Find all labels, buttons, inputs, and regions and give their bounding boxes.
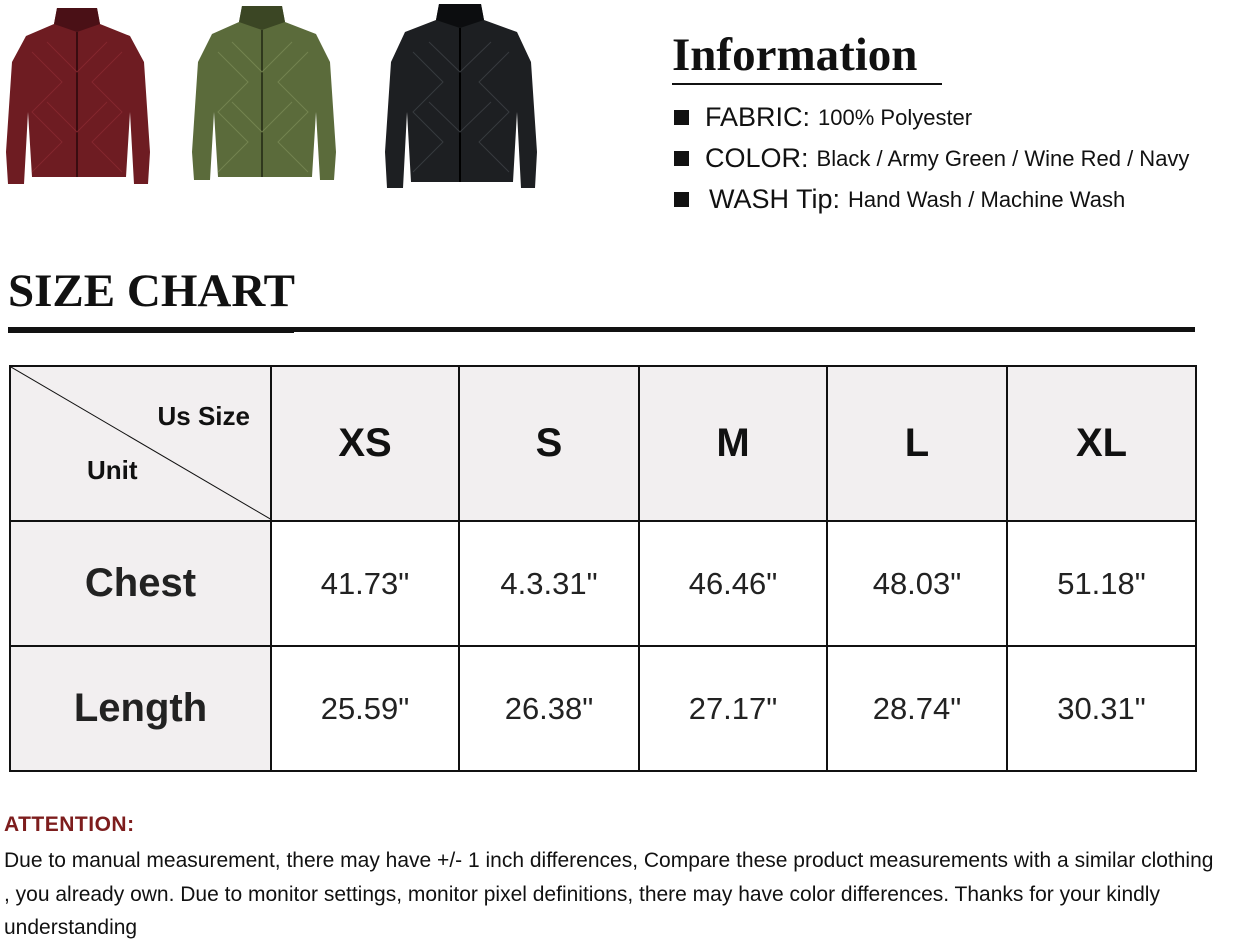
chest-xs: 41.73" (271, 521, 459, 646)
info-key: WASH Tip: (709, 184, 841, 214)
size-chart-divider (294, 327, 1195, 332)
corner-cell (10, 366, 271, 521)
info-value: Black / Army Green / Wine Red / Navy (816, 145, 1190, 171)
jacket-image-army-green (186, 2, 338, 192)
size-chart-underline (8, 327, 294, 333)
info-key: COLOR: (705, 143, 809, 173)
info-value: 100% Polyester (818, 104, 973, 130)
info-item-wash (674, 184, 1125, 215)
row-label-chest: Chest (10, 521, 271, 646)
size-header-s: S (459, 366, 639, 521)
length-m: 27.17" (639, 646, 827, 771)
jacket-image-wine-red (2, 2, 152, 192)
attention-label: ATTENTION: (4, 813, 135, 836)
chest-xl: 51.18" (1007, 521, 1196, 646)
length-s: 26.38" (459, 646, 639, 771)
length-xs: 25.59" (271, 646, 459, 771)
chest-s: 4.3.31" (459, 521, 639, 646)
length-l: 28.74" (827, 646, 1007, 771)
diagonal-line (11, 367, 272, 520)
product-images (0, 0, 560, 200)
square-bullet-icon (674, 110, 689, 125)
size-header-l: L (827, 366, 1007, 521)
size-chart-title: SIZE CHART (8, 265, 295, 317)
table-row-chest (10, 521, 1196, 646)
attention-text: Due to manual measurement, there may have +/- 1 inch differences, Compare these product measurements with a similar clothing , you already own. Due to monitor settings, monitor pixel definitions, there may have color differences. Thanks for your kindly understanding (4, 849, 1214, 939)
size-header-xs: XS (271, 366, 459, 521)
size-chart-table (9, 365, 1197, 772)
information-underline (672, 83, 942, 85)
row-label-length: Length (10, 646, 271, 771)
square-bullet-icon (674, 192, 689, 207)
information-section (672, 28, 1238, 85)
information-title: Information (672, 29, 918, 81)
info-item-color (674, 143, 1189, 174)
size-header-m: M (639, 366, 827, 521)
jacket-image-black (381, 2, 541, 194)
info-key: FABRIC: (705, 102, 811, 132)
chest-l: 48.03" (827, 521, 1007, 646)
size-header-xl: XL (1007, 366, 1196, 521)
length-xl: 30.31" (1007, 646, 1196, 771)
corner-unit: Unit (87, 455, 138, 485)
info-value: Hand Wash / Machine Wash (848, 186, 1126, 212)
corner-us-size: Us Size (157, 401, 250, 431)
square-bullet-icon (674, 151, 689, 166)
table-row-length (10, 646, 1196, 771)
chest-m: 46.46" (639, 521, 827, 646)
table-header-row (10, 366, 1196, 521)
info-item-fabric (674, 102, 972, 133)
